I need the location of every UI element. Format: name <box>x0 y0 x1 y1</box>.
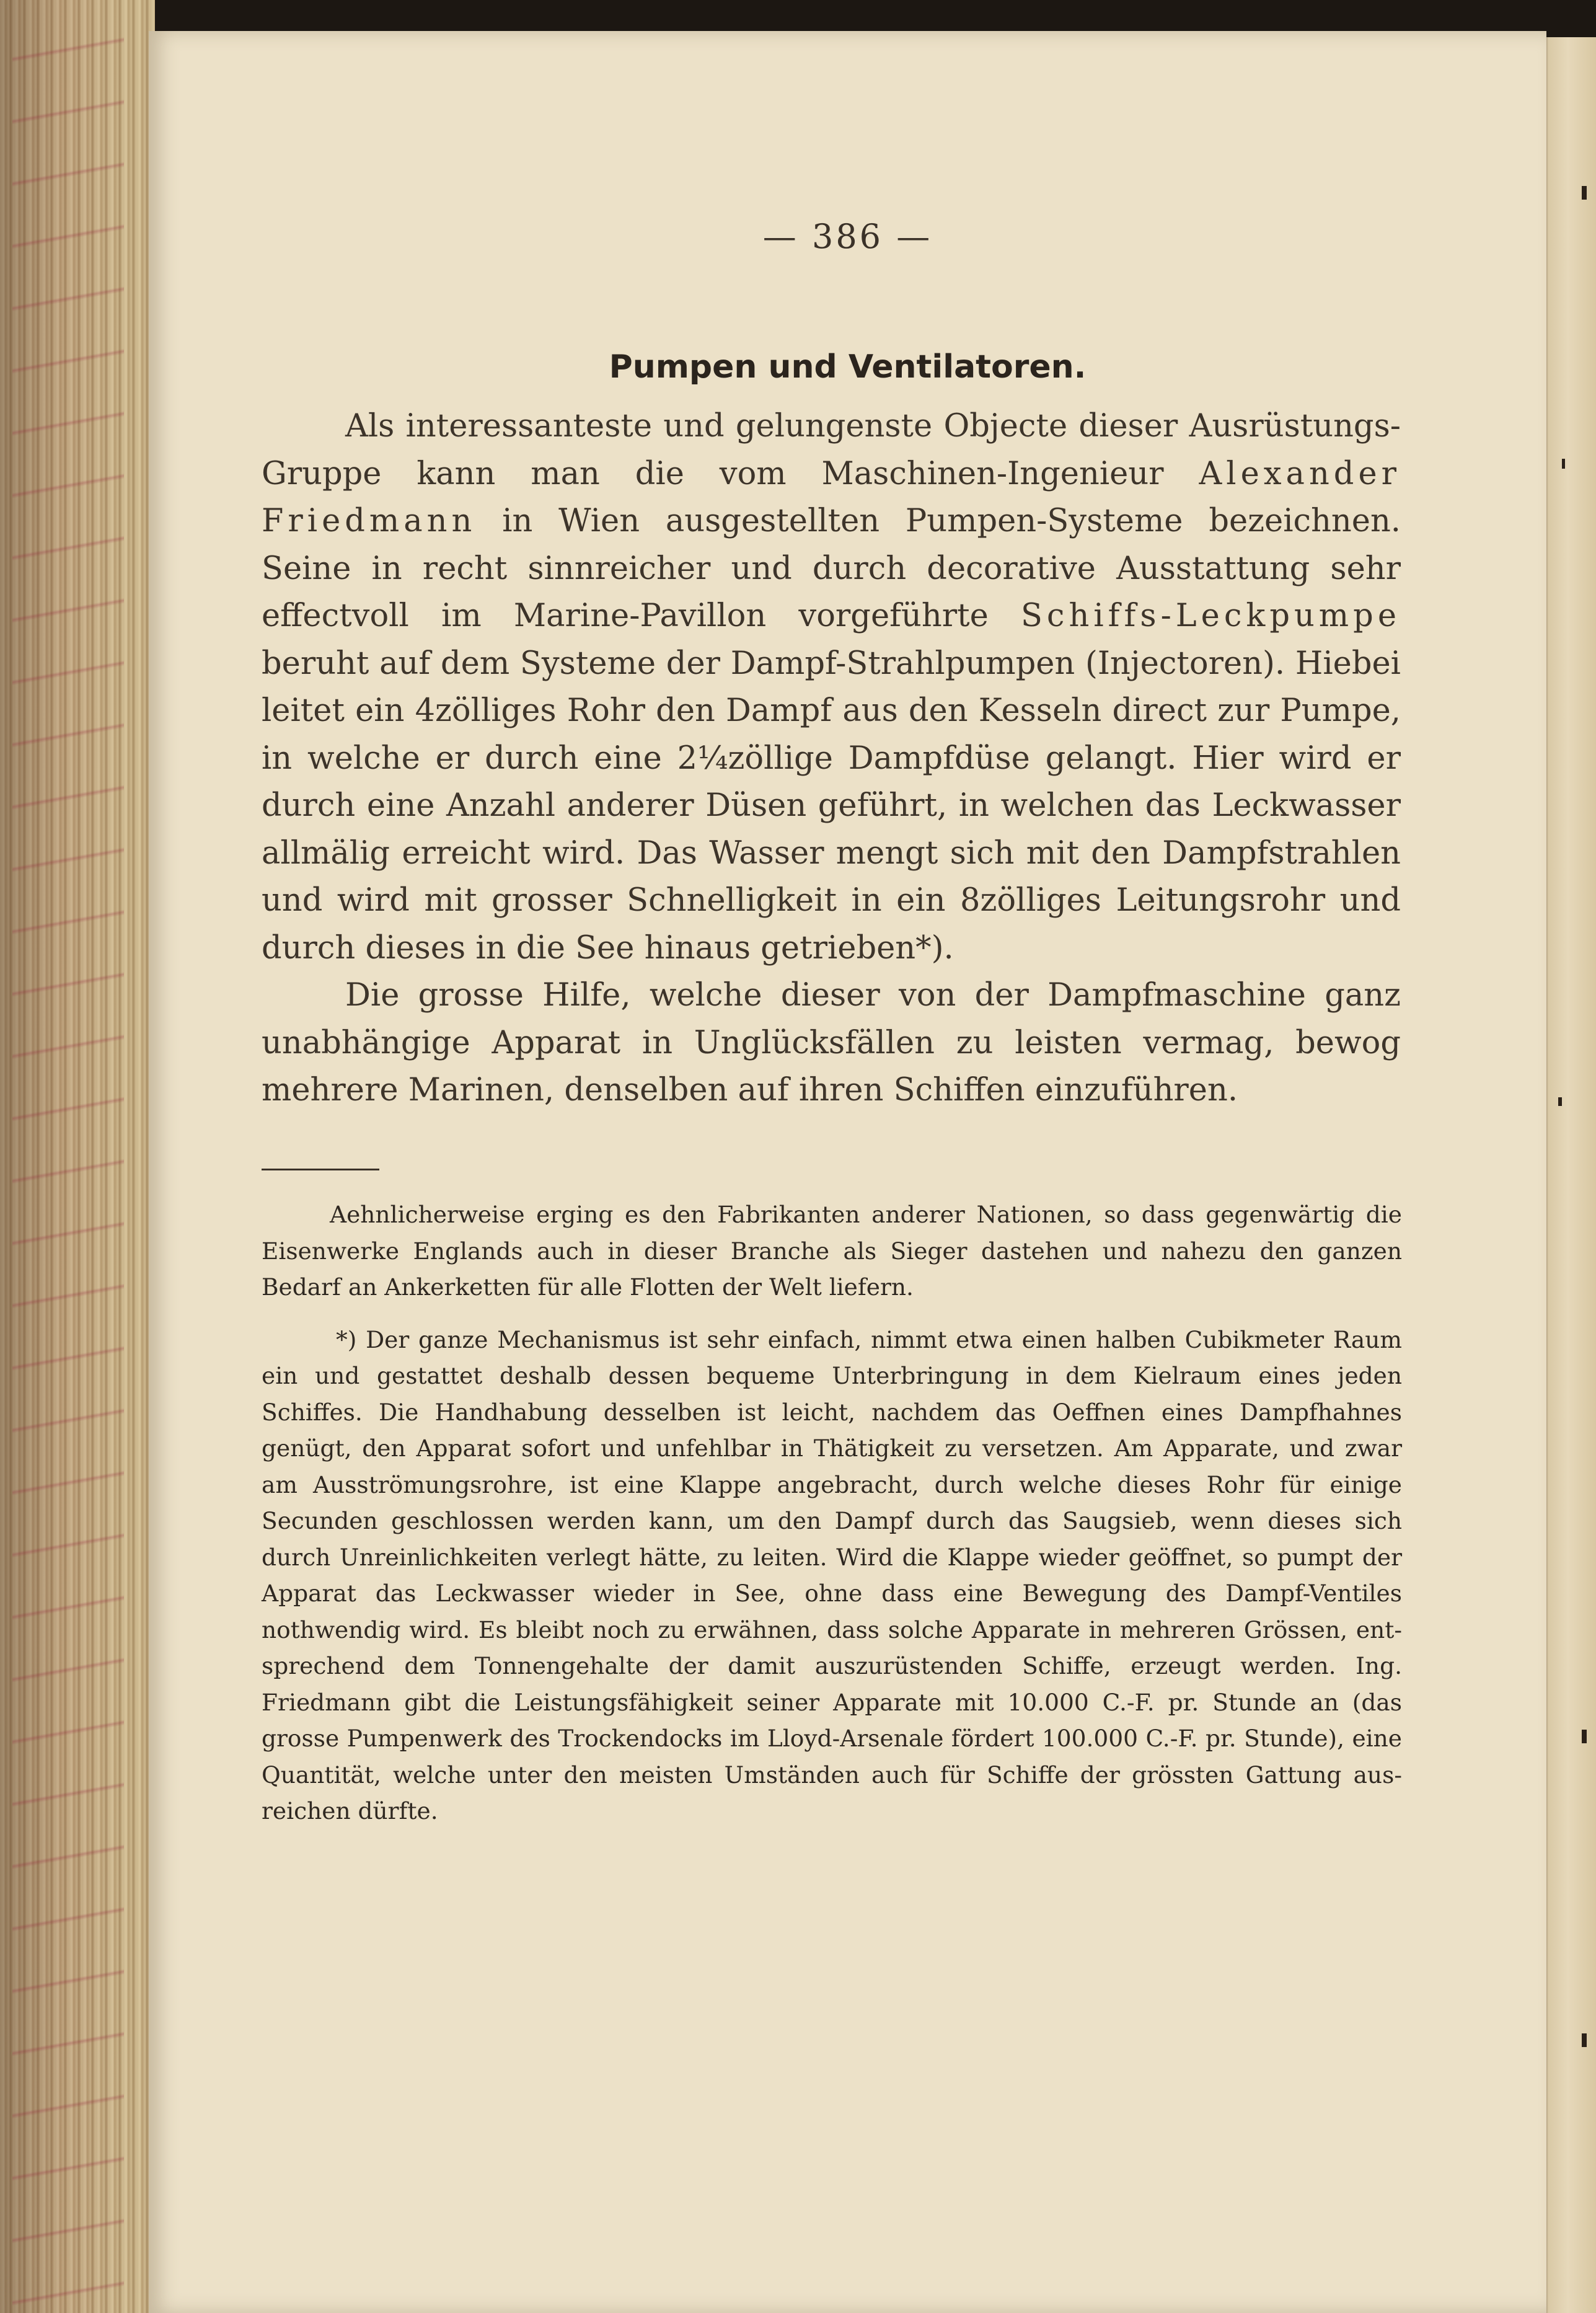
edge-mark <box>1582 1730 1587 1743</box>
footnotes <box>262 1196 1402 1829</box>
edge-mark <box>1562 459 1565 469</box>
edge-mark <box>1558 1097 1562 1106</box>
body-text <box>262 403 1401 1115</box>
page-number: — 386 — <box>762 217 933 256</box>
engineer-name: Alexander Friedmann <box>262 455 1401 539</box>
book-page-edges <box>0 0 155 2313</box>
edge-mark <box>1582 186 1587 200</box>
paragraph-1-part-c: beruht auf dem Systeme der Dampf-Strahlpumpen (Injectoren). Hiebei leitet ein 4zölliges Rohr den Dampf aus den Kesseln direct zur Pumpe, in welche er durch eine 2¼zöllige Dampfdüse gelangt. Hier wird er durch eine Anzahl anderer Düsen geführt, in welchen das Leckwasser allmälig erreicht wird. Das Wasser mengt sich mit den Dampfstrahlen und wird mit grosser Schnelligkeit in ein 8zölliges Leitungsrohr und durch dieses in die See hinaus getrieben*). <box>262 645 1401 966</box>
footnote-star: *) Der ganze Mechanismus ist sehr einfach, nimmt etwa einen halben Cubikmeter Raum ein und gestattet deshalb dessen bequeme Unterbringung in dem Kielraum eines jeden Schiffes. Die Handhabung desselben ist leicht, nachdem das Oeffnen eines Dampfhahnes genügt, den Apparat sofort und unfehlbar in Thätigkeit zu versetzen. Am Apparate, und zwar am Ausströmungsrohre, ist eine Klappe angebracht, durch welche dieses Rohr für einige Secunden geschlossen werden kann, um den Dampf durch das Saugsieb, wenn dieses sich durch Unreinlichkeiten verlegt hätte, zu leiten. Wird die Klappe wieder geöffnet, so pumpt der Apparat das Leckwasser wieder in See, ohne dass eine Bewegung des Dampf-Ventiles nothwendig wird. Es bleibt noch zu erwähnen, dass solche Apparate in mehreren Grössen, entsprechend dem Tonnengehalte der damit auszurüstenden Schiffe, erzeugt werden. Ing. Friedmann gibt die Leistungsfähigkeit seiner Apparate mit 10.000 C.-F. pr. Stunde an (das grosse Pumpenwerk des Trockendocks im Lloyd-Arsenale fördert 100.000 C.-F. pr. Stunde), eine Quantität, welche unter den meisten Umständen auch für Schiffe der grössten Gattung ausreichen dürfte. <box>262 1325 1402 1824</box>
section-heading: Pumpen und Ventilatoren. <box>609 348 1087 386</box>
next-page-edge <box>1543 37 1596 2313</box>
footnote-continued: Aehnlicherweise erging es den Fabrikanten anderer Nationen, so dass gegenwärtig die Eisenwerke Englands auch in dieser Branche als Sieger dastehen und nahezu den ganzen Bedarf an Ankerketten für alle Flotten der Welt liefern. <box>262 1201 1402 1301</box>
book-page <box>149 31 1546 2313</box>
paragraph-1 <box>262 403 1401 972</box>
edge-mark <box>1582 2033 1587 2047</box>
page-edge-marbling <box>12 0 124 2313</box>
footnote-rule <box>262 1169 379 1170</box>
paragraph-2: Die grosse Hilfe, welche dieser von der Dampfmaschine ganz unabhängige Apparat in Unglücksfällen zu leisten vermag, bewog mehrere Marinen, denselben auf ihren Schiffen einzuführen. <box>262 977 1401 1108</box>
pump-term: Schiffs-Leckpumpe <box>1020 598 1401 634</box>
paragraph-1-part-a: Als interessanteste und gelungenste Objecte dieser Ausrüstungs-Gruppe kann man die vom Maschinen-Ingenieur <box>262 408 1401 492</box>
paragraph-1-part-b: in Wien ausgestellten Pumpen-Systeme bezeichnen. Seine in recht sinnreicher und durch decorative Ausstattung sehr effectvoll im Marine-Pavillon vorgeführte <box>262 503 1401 634</box>
